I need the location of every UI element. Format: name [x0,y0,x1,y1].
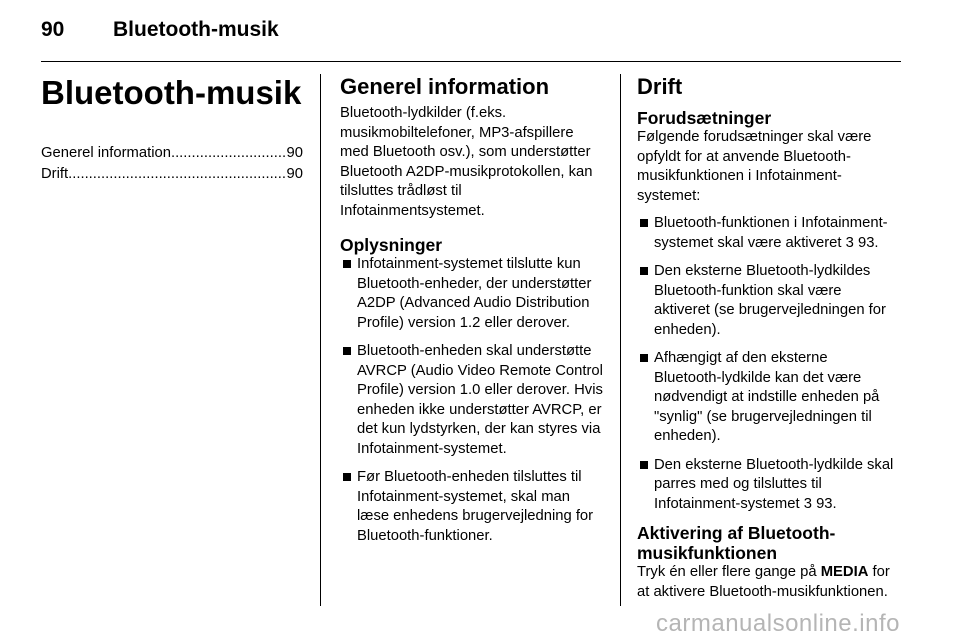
list-item: Før Bluetooth-enheden tilsluttes til Infotainment-systemet, skal man læse enhedens brugervejledning for Bluetooth-funktioner. [340,468,604,546]
column-divider [320,74,321,606]
prereq-intro: Følgende forudsætninger skal være opfyldt for at anvende Bluetooth-musikfunktionen i Infotainment-systemet: [637,129,872,204]
subsection-heading: Forudsætninger [637,108,772,128]
reference-page: 93. [816,495,837,512]
media-key-label: MEDIA [820,564,869,580]
header-rule [41,61,901,62]
general-info-column [340,74,604,555]
list-item: Den eksterne Bluetooth-lydkildes Bluetooth-funktion skal være aktiveret (se brugervejledningen for enheden). [637,262,899,340]
list-item-text: Bluetooth-funktionen i Infotainment-systemet skal være aktiveret [654,215,888,251]
subsection-heading: Aktivering af Bluetooth-musikfunktionen [637,523,836,563]
list-item [637,456,899,515]
prereq-list [637,214,899,514]
list-item: Bluetooth-enheden skal understøtte AVRCP (Audio Video Remote Control Profile) version 1.0 eller derover. Hvis enheden ikke understøtter AVRCP, er det kun lydstyrken, der kan styres via Infotainment-systemet. [340,342,604,459]
subsection-heading: Oplysninger [340,235,443,255]
intro-paragraph: Bluetooth-lydkilder (f.eks. musikmobiltelefoner, MP3-afspillere med Bluetooth osv.), som understøtter Bluetooth A2DP-musikprotokollen, kan tilsluttes trådløst til Infotainmentsystemet. [340,105,593,219]
toc-page: 90 [286,166,303,182]
watermark: carmanualsonline.info [656,610,900,637]
page-number: 90 [41,18,65,41]
column-divider [620,74,621,606]
toc-leader [171,143,286,164]
toc-label: Drift [41,166,69,182]
list-item: Afhængigt af den eksterne Bluetooth-lydkilde kan det være nødvendigt at indstille enheden på "synlig" (se brugervejledningen til enheden). [637,349,899,447]
toc-entry[interactable] [41,164,303,185]
section-heading: Drift [637,74,683,99]
toc-label: Generel information [41,145,171,161]
section-heading: Generel information [340,74,550,99]
reference-arrow-icon: 3 [845,234,854,251]
reference-arrow-icon: 3 [803,495,812,512]
activation-text: Tryk én eller flere gange på [637,564,817,580]
activation-paragraph [637,563,899,602]
toc-page: 90 [286,145,303,161]
chapter-title: Bluetooth-musik [41,74,302,111]
page-reference[interactable] [846,235,879,251]
toc-entry[interactable] [41,143,303,164]
activation-text: for at aktivere Bluetooth-musikfunktionen. [637,564,890,600]
list-item [637,214,899,253]
running-title: Bluetooth-musik [113,18,279,41]
page-reference[interactable] [804,496,837,512]
reference-page: 93. [857,234,879,251]
notes-list [340,255,604,546]
list-item-text: Den eksterne Bluetooth-lydkilde skal parres med og tilsluttes til Infotainment-systemet [654,456,894,512]
toc-leader [68,164,285,185]
operation-column [637,74,899,602]
page-header [41,18,279,42]
chapter-column [41,74,303,185]
list-item: Infotainment-systemet tilslutte kun Bluetooth-enheder, der understøtter A2DP (Advanced Audio Distribution Profile) version 1.2 eller derover. [340,255,604,333]
